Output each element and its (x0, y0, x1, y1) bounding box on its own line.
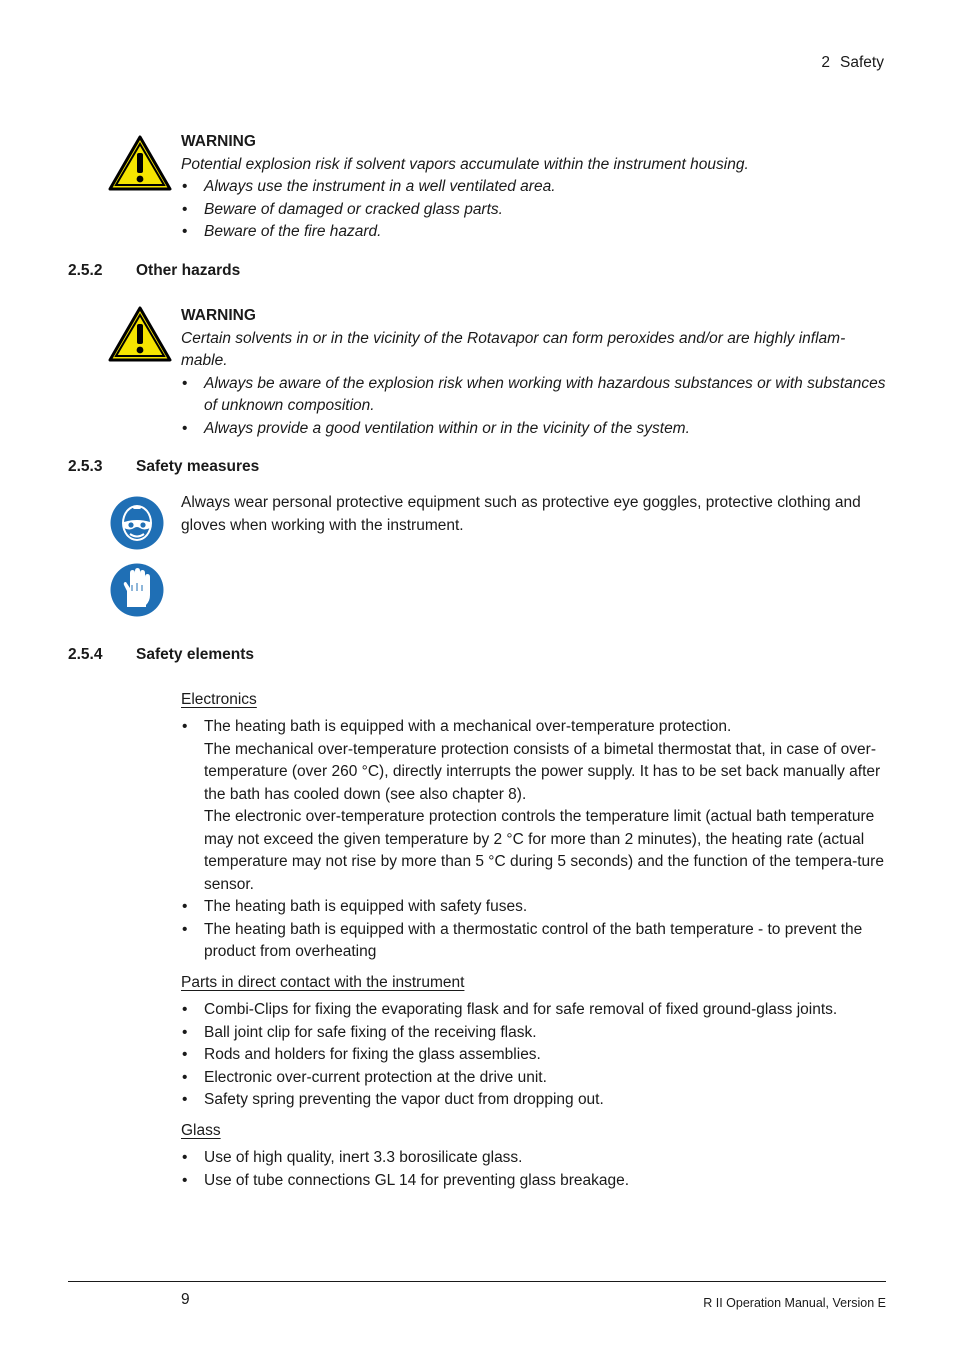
ppe-paragraph: Always wear personal protective equipment such as protective eye goggles, protective clothing and gloves when working with the instrument. (181, 494, 861, 534)
page-number: 9 (181, 1291, 190, 1308)
parts-list (181, 999, 886, 1112)
glass-heading: Glass (181, 1122, 221, 1139)
list-item-paragraph: The mechanical over-temperature protection consists of a bimetal thermostat that, in case of over-temperature (over 260 °C), directly interrupts the power supply. It has to be set back manually after the bath has cooled down (see also chapter 8). (204, 740, 881, 803)
warning-text-line-1: Certain solvents in or in the vicinity of the Rotavapor can form peroxides and/or are highly inflam- (181, 329, 846, 347)
warning-title: WARNING (181, 133, 256, 150)
parts-heading: Parts in direct contact with the instrument (181, 974, 465, 991)
list-item: • The heating bath is equipped with safety fuses. (181, 896, 886, 919)
warning-list (181, 373, 886, 441)
list-item (181, 716, 886, 896)
section-number: 2.5.2 (68, 262, 103, 279)
list-item: • Rods and holders for fixing the glass assemblies. (181, 1044, 886, 1067)
section-heading-2-5-4 (68, 644, 254, 667)
chapter-number: 2 (821, 54, 831, 71)
electronics-heading: Electronics (181, 691, 257, 708)
list-item-paragraph: The electronic over-temperature protection controls the temperature limit (actual bath temperature may not exceed the given temperature by 2 °C for more than 2 minutes), the heating rate (actual temperature may not rise by more than 5 °C during 5 seconds) and the function of the tempera-ture sensor. (204, 808, 884, 893)
warning-list (181, 176, 886, 244)
footer-divider (68, 1281, 886, 1282)
section-number: 2.5.3 (68, 458, 103, 475)
warning-text: Potential explosion risk if solvent vapors accumulate within the instrument housing. (181, 155, 749, 173)
list-item-lead: • The heating bath is equipped with a mechanical over-temperature protection. (204, 718, 732, 735)
list-item: • Electronic over-current protection at the drive unit. (181, 1067, 886, 1090)
section-title: Safety elements (136, 646, 255, 663)
running-header (811, 52, 884, 75)
list-item: • Combi-Clips for fixing the evaporating flask and for safe removal of fixed ground-glass joints. (181, 999, 886, 1022)
warning-triangle-icon (108, 306, 172, 370)
gloves-icon (108, 561, 166, 627)
chapter-title: Safety (840, 54, 884, 71)
eye-protection-icon (108, 494, 166, 560)
list-item: • Safety spring preventing the vapor duct from dropping out. (181, 1089, 886, 1112)
section-title: Safety measures (136, 458, 260, 475)
glass-list (181, 1147, 886, 1192)
list-item: • The heating bath is equipped with a thermostatic control of the bath temperature - to prevent the product from overheating (181, 919, 886, 964)
section-title: Other hazards (136, 262, 241, 279)
section-heading-2-5-2 (68, 260, 240, 283)
list-item: • Always provide a good ventilation within or in the vicinity of the system. (181, 418, 886, 441)
list-item: • Ball joint clip for safe fixing of the receiving flask. (181, 1022, 886, 1045)
warning-block-2 (181, 305, 886, 440)
list-item: • Beware of the fire hazard. (181, 221, 886, 244)
manual-title: R II Operation Manual, Version E (703, 1296, 886, 1310)
list-item: • Always use the instrument in a well ventilated area. (181, 176, 886, 199)
list-item: • Beware of damaged or cracked glass parts. (181, 199, 886, 222)
list-item: • Use of tube connections GL 14 for preventing glass breakage. (181, 1170, 886, 1193)
warning-text-line-2: mable. (181, 352, 228, 369)
warning-title: WARNING (181, 307, 256, 324)
warning-triangle-icon (108, 135, 172, 199)
section-heading-2-5-3 (68, 456, 259, 479)
electronics-list (181, 716, 886, 964)
list-item: • Always be aware of the explosion risk when working with hazardous substances or with substances of unknown composition. (181, 373, 886, 418)
warning-block-1 (181, 131, 886, 244)
list-item: • Use of high quality, inert 3.3 borosilicate glass. (181, 1147, 886, 1170)
section-number: 2.5.4 (68, 646, 103, 663)
